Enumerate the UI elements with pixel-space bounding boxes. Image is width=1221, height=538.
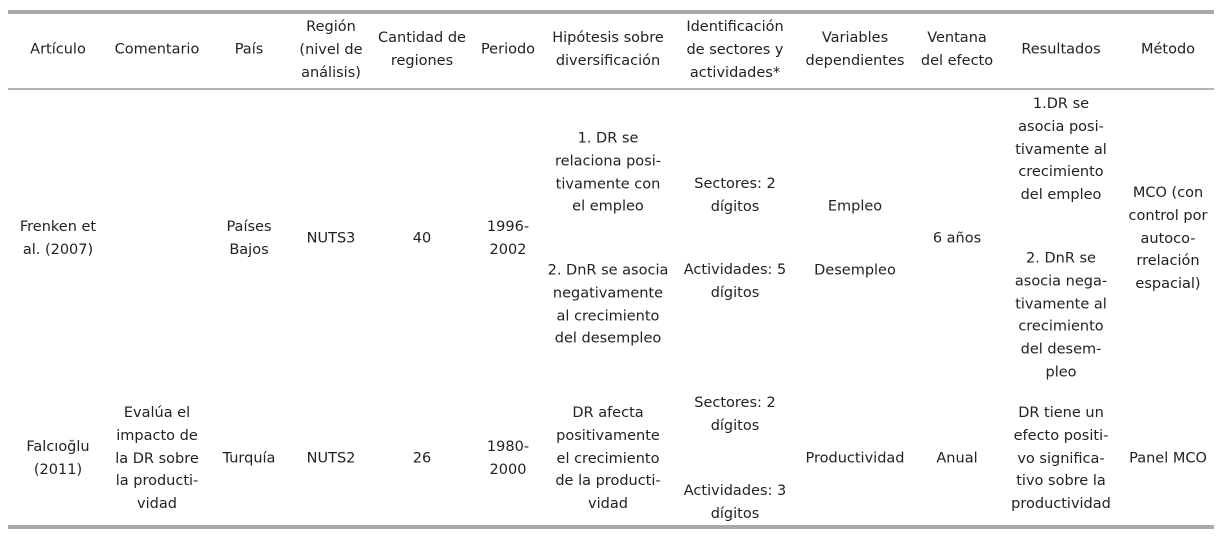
cell-identificacion-1: Sectores: 2 dígitos — [694, 176, 776, 215]
cell-variables: Productividad — [805, 450, 905, 467]
cell-region: NUTS2 — [306, 450, 356, 467]
cell-variables-2: Desempleo — [814, 262, 896, 279]
cell-resultados: DR tiene un efecto positi- vo significa- tivo sobre la productividad — [1011, 405, 1111, 513]
header-region: Región (nivel de análisis) — [299, 18, 363, 81]
cell-resultados-1: 1.DR se asocia posi- tivamente al crecimiento del empleo — [1015, 96, 1107, 204]
header-resultados: Resultados — [1021, 41, 1101, 58]
header-hipotesis: Hipótesis sobre diversificación — [552, 30, 664, 69]
header-pais: País — [234, 41, 264, 58]
cell-identificacion-2: Actividades: 3 dígitos — [683, 483, 787, 522]
cell-comentario: Evalúa el impacto de la DR sobre la producti- vidad — [115, 405, 199, 513]
cell-pais: Países Bajos — [226, 219, 272, 258]
header-metodo: Método — [1140, 41, 1196, 58]
cell-pais: Turquía — [222, 450, 276, 467]
table-header-rule — [8, 88, 1214, 90]
header-comentario: Comentario — [114, 41, 200, 58]
table-bottom-rule — [8, 525, 1214, 529]
cell-region: NUTS3 — [306, 230, 356, 247]
cell-periodo: 1996- 2002 — [486, 219, 530, 258]
cell-variables-1: Empleo — [827, 198, 883, 215]
header-identificacion: Identificación de sectores y actividades* — [686, 18, 784, 81]
cell-metodo: MCO (con control por autoco- rrelación espacial) — [1128, 185, 1208, 293]
cell-periodo: 1980- 2000 — [486, 439, 530, 478]
cell-resultados-2: 2. DnR se asocia nega- tivamente al crecimiento del desem- pleo — [1014, 250, 1108, 381]
header-ventana: Ventana del efecto — [920, 30, 994, 69]
cell-articulo: Frenken et al. (2007) — [19, 219, 97, 258]
cell-hipotesis: DR afecta positivamente el crecimiento de la producti- vidad — [555, 405, 661, 513]
cell-hipotesis-2: 2. DnR se asocia negativamente al crecimiento del desempleo — [547, 262, 669, 347]
cell-ventana: 6 años — [932, 230, 982, 247]
header-articulo: Artículo — [30, 41, 86, 58]
cell-articulo: Falcıoğlu (2011) — [26, 439, 90, 478]
cell-cantidad: 26 — [412, 450, 432, 467]
header-periodo: Periodo — [480, 41, 536, 58]
cell-identificacion-2: Actividades: 5 dígitos — [683, 262, 787, 301]
cell-metodo: Panel MCO — [1129, 450, 1207, 467]
cell-ventana: Anual — [936, 450, 978, 467]
cell-hipotesis-1: 1. DR se relaciona posi- tivamente con el empleo — [555, 130, 661, 215]
cell-identificacion-1: Sectores: 2 dígitos — [694, 395, 776, 434]
cell-cantidad: 40 — [412, 230, 432, 247]
table-top-rule — [8, 10, 1214, 14]
header-cantidad: Cantidad de regiones — [378, 30, 466, 69]
header-variables: Variables dependientes — [805, 30, 905, 69]
